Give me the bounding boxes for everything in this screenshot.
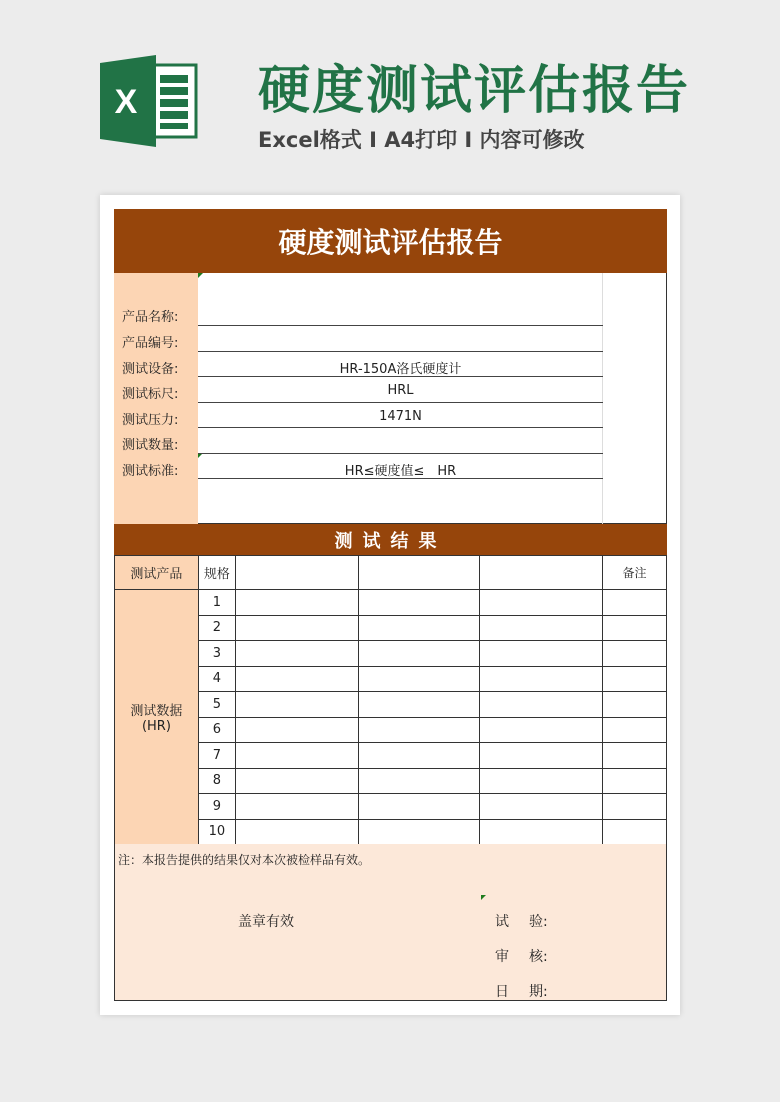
report-title: 硬度测试评估报告 <box>114 209 667 273</box>
field-label: 测试设备: <box>122 362 179 377</box>
sign-review-char: 审 <box>495 949 509 965</box>
table-row <box>115 590 667 616</box>
data-cell[interactable] <box>235 819 358 845</box>
data-cell[interactable] <box>358 641 480 667</box>
data-cell[interactable] <box>235 717 358 743</box>
data-cell[interactable] <box>603 615 667 641</box>
data-cell[interactable] <box>603 692 667 718</box>
data-cell[interactable] <box>603 717 667 743</box>
test-standard-field[interactable]: HR≤硬度值≤ HR <box>344 464 457 479</box>
col-header-product: 测试产品 <box>115 556 199 590</box>
cell[interactable] <box>358 556 480 590</box>
row-number: 10 <box>198 819 235 845</box>
footer-section <box>114 844 667 1001</box>
data-cell[interactable] <box>480 615 603 641</box>
field-label: 测试数量: <box>122 438 179 453</box>
data-cell[interactable] <box>603 666 667 692</box>
data-cell[interactable] <box>480 590 603 616</box>
data-cell[interactable] <box>480 794 603 820</box>
data-cell[interactable] <box>358 666 480 692</box>
logo-letter: X <box>114 83 138 121</box>
row-number: 2 <box>198 615 235 641</box>
results-table <box>114 555 667 845</box>
data-cell[interactable] <box>603 819 667 845</box>
data-cell[interactable] <box>235 590 358 616</box>
row-number: 3 <box>198 641 235 667</box>
row-number: 1 <box>198 590 235 616</box>
row-number: 5 <box>198 692 235 718</box>
underline <box>198 325 603 326</box>
comment-marker-icon <box>198 273 203 278</box>
data-cell[interactable] <box>480 768 603 794</box>
data-cell[interactable] <box>235 641 358 667</box>
data-cell[interactable] <box>603 743 667 769</box>
cell[interactable] <box>480 556 603 590</box>
underline <box>198 478 603 479</box>
row-group-label-2: (HR) <box>141 719 171 734</box>
row-number: 4 <box>198 666 235 692</box>
page-subtitle: Excel格式 I A4打印 I 内容可修改 <box>258 128 585 152</box>
data-cell[interactable] <box>603 768 667 794</box>
row-number: 9 <box>198 794 235 820</box>
field-label: 测试压力: <box>122 413 179 428</box>
page-title: 硬度测试评估报告 <box>258 61 691 121</box>
data-cell[interactable] <box>235 615 358 641</box>
data-cell[interactable] <box>480 666 603 692</box>
row-number: 7 <box>198 743 235 769</box>
sign-review-label: 核: <box>529 949 548 965</box>
field-label: 测试标准: <box>122 464 179 479</box>
data-cell[interactable] <box>358 743 480 769</box>
data-cell[interactable] <box>358 768 480 794</box>
data-cell[interactable] <box>358 794 480 820</box>
row-number: 6 <box>198 717 235 743</box>
sign-test-label: 验: <box>529 914 548 930</box>
col-header-note: 备注 <box>603 556 667 590</box>
row-group-label-1: 测试数据 <box>130 704 183 719</box>
comment-marker-icon <box>481 895 486 900</box>
field-label: 产品编号: <box>122 336 179 351</box>
underline <box>198 376 603 377</box>
note-text: 注：本报告提供的结果仅对本次被检样品有效。 <box>118 853 371 867</box>
excel-logo-icon <box>100 55 200 147</box>
data-cell[interactable] <box>235 743 358 769</box>
sign-date-label: 期: <box>529 984 548 1000</box>
underline <box>198 402 603 403</box>
underline <box>198 351 603 352</box>
field-label: 测试标尺: <box>122 387 179 402</box>
data-cell[interactable] <box>603 641 667 667</box>
data-cell[interactable] <box>235 794 358 820</box>
data-cell[interactable] <box>480 819 603 845</box>
section-title: 测试结果 <box>114 524 667 555</box>
data-cell[interactable] <box>358 819 480 845</box>
data-cell[interactable] <box>480 717 603 743</box>
data-cell[interactable] <box>235 666 358 692</box>
underline <box>198 453 603 454</box>
data-cell[interactable] <box>235 768 358 794</box>
data-cell[interactable] <box>235 692 358 718</box>
sign-date-char: 日 <box>495 984 509 1000</box>
data-cell[interactable] <box>358 692 480 718</box>
col-header-spec: 规格 <box>198 556 235 590</box>
data-cell[interactable] <box>358 717 480 743</box>
data-cell[interactable] <box>358 590 480 616</box>
field-label: 产品名称: <box>122 310 179 325</box>
sign-test-char: 试 <box>495 914 509 930</box>
test-pressure-field[interactable]: 1471N <box>379 409 422 424</box>
underline <box>198 427 603 428</box>
data-cell[interactable] <box>358 615 480 641</box>
stamp-text: 盖章有效 <box>238 914 294 930</box>
cell[interactable] <box>235 556 358 590</box>
data-cell[interactable] <box>480 743 603 769</box>
row-number: 8 <box>198 768 235 794</box>
test-scale-field[interactable]: HRL <box>387 383 414 398</box>
row-group-label <box>115 590 199 845</box>
data-cell[interactable] <box>480 641 603 667</box>
data-cell[interactable] <box>603 590 667 616</box>
divider <box>602 273 603 524</box>
data-cell[interactable] <box>603 794 667 820</box>
test-equipment-field[interactable]: HR-150A洛氏硬度计 <box>339 362 462 377</box>
data-cell[interactable] <box>480 692 603 718</box>
